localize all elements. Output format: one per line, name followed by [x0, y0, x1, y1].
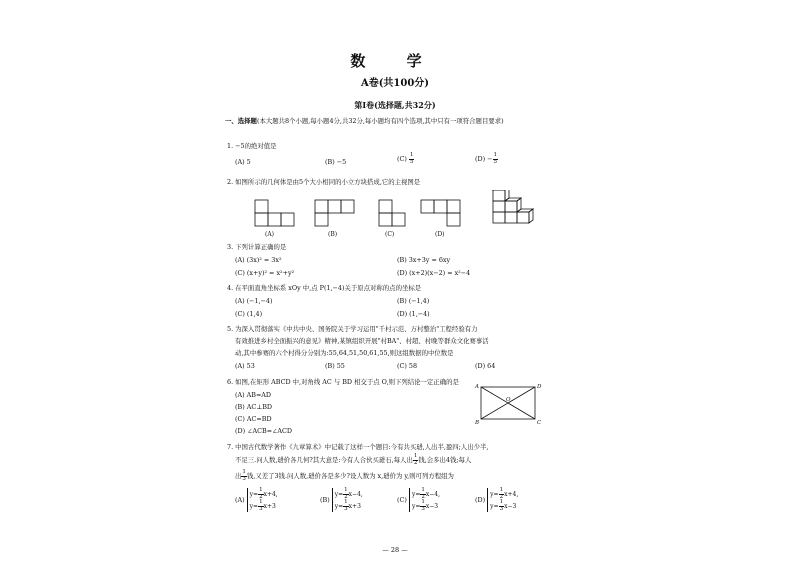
q2-option-c-figure: [379, 200, 405, 226]
q2-label-b: (B): [328, 231, 338, 238]
section-text: (本大题共8个小题,每小题4分,共32分,每小题均有四个选项,其中只有一项符合题目要求): [256, 117, 504, 125]
exam-page: [225, 40, 565, 555]
q4-option-a: (A) (−1,−4): [235, 297, 273, 305]
q6-point-c: C: [537, 420, 542, 426]
q5-stem-line1: 5. 为深入贯彻落实《中共中央、国务院关于学习运用"千村示范、万村整治"工程经验有力: [227, 325, 478, 333]
q4-option-b: (B) (−1,4): [397, 297, 430, 305]
q3-stem: 3. 下列计算正确的是: [227, 243, 287, 251]
q2-solid-figure: [493, 190, 533, 223]
page-title: 数 学: [350, 52, 440, 70]
q6-stem: 6. 如图,在矩形 ABCD 中,对角线 AC 与 BD 相交于点 O,则下列结论一定正确的是: [227, 378, 459, 386]
q5-option-a: (A) 53: [235, 362, 255, 370]
q1-option-d: (D) − $\frac{1}{5}$: [475, 152, 497, 165]
q4-option-d: (D) (1,−4): [397, 310, 430, 318]
q1-stem: 1. −5的绝对值是: [227, 142, 277, 150]
q7-option-d: (D) y= $\frac{1}{2}$ x+4, y= $\frac{1}{3}$ x−3: [475, 487, 519, 512]
volume-title: A卷(共100分): [360, 78, 430, 89]
q4-stem: 4. 在平面直角坐标系 xOy 中,点 P(1,−4)关于原点对称的点的坐标是: [227, 284, 422, 292]
q7-stem-line2: 不足三.问人数,琎价各几何?其大意是:今有人合伙买琎石,每人出 $\frac{1}{2}$ 钱,会多出4钱;每人: [235, 453, 472, 466]
q3-option-a: (A) (3x)² = 3x²: [235, 256, 282, 264]
section-instructions: [225, 117, 565, 125]
q6-point-d: D: [537, 384, 542, 390]
q1-option-c: (C) $\frac{1}{5}$: [397, 152, 414, 165]
q2-option-a-figure: [255, 200, 294, 226]
q5-option-b: (B) 55: [325, 362, 345, 370]
q6-option-d: (D) ∠ACB=∠ACD: [235, 427, 293, 435]
q3-option-c: (C) (x+y)² = x²+y²: [235, 269, 295, 277]
q2-option-d-figure: [421, 200, 460, 226]
q2-label-d: (D): [435, 231, 445, 238]
q6-point-b: B: [475, 420, 480, 426]
q6-option-b: (B) AC⊥BD: [235, 403, 273, 411]
q7-option-b: (B) y= $\frac{1}{2}$ x−4, y= $\frac{1}{3}$ x+3: [320, 487, 363, 512]
q6-option-c: (C) AC=BD: [235, 415, 272, 423]
q3-option-d: (D) (x+2)(x−2) = x²−4: [397, 269, 471, 277]
q5-stem-line3: 动,其中参赛的六个村得分分别为:55,64,51,50,61,55,则这组数据的中位数是: [235, 349, 454, 357]
part-title: 第Ⅰ卷(选择题,共32分): [354, 100, 436, 110]
q2-figures: [225, 190, 565, 240]
q7-option-c: (C) y= $\frac{1}{2}$ x−4, y= $\frac{1}{3}$ x−3: [397, 487, 440, 512]
q1-option-b: (B) −5: [325, 158, 347, 166]
q1-option-a: (A) 5: [235, 158, 251, 166]
q5-option-d: (D) 64: [475, 362, 496, 370]
section-heading: 一、选择题: [225, 117, 257, 125]
q3-option-b: (B) 3x+3y = 6xy: [397, 256, 451, 264]
q6-option-a: (A) AB=AD: [235, 391, 272, 399]
q5-option-c: (C) 58: [397, 362, 418, 370]
q2-label-a: (A): [265, 231, 275, 238]
q2-stem: 2. 如图所示的几何体是由5个大小相同的小立方块搭成,它的主视图是: [227, 178, 421, 186]
q7-option-a: (A) y= $\frac{1}{2}$ x+4, y= $\frac{1}{3}$ x+3: [235, 487, 278, 512]
q5-stem-line2: 有效推进乡村全面振兴的意见》精神,某镇组织开展"村BA"、村超、村晚等群众文化赛事活: [235, 337, 489, 345]
q2-option-b-figure: [315, 200, 354, 226]
q2-label-c: (C): [385, 231, 395, 238]
page-number: — 28 —: [382, 546, 408, 554]
q7-stem-line1: 7. 中国古代数学著作《九章算术》中记载了这样一个题目:今有共买琎,人出半,盈四;人出少半,: [227, 443, 489, 451]
q7-stem-line3: 出 $\frac{1}{3}$ 钱,又差了3钱.问人数,琎价各是多少?设人数为 x,琎价为 y,则可列方程组为: [235, 469, 454, 482]
q6-point-o: O: [506, 397, 511, 403]
q4-option-c: (C) (1,4): [235, 310, 263, 318]
q6-point-a: A: [475, 384, 479, 390]
q6-rectangle-figure: [473, 382, 543, 427]
